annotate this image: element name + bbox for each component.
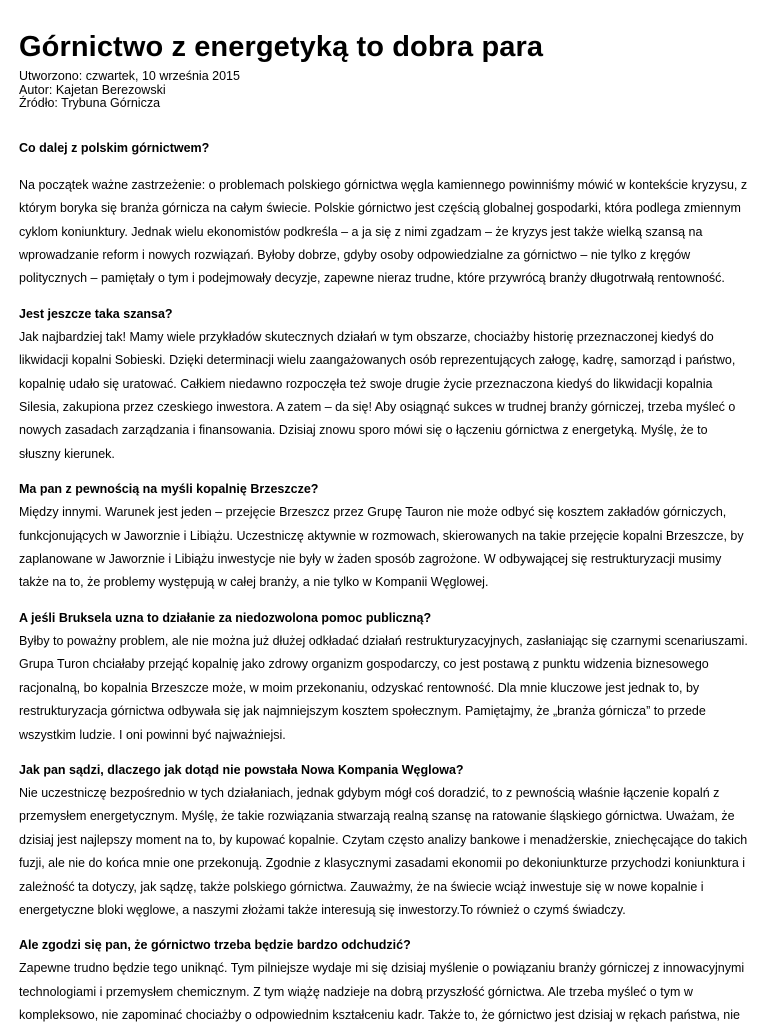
answer-paragraph: Jak najbardziej tak! Mamy wiele przykładów skutecznych działań w tym obszarze, chociażby historię przeznaczonej kiedyś do likwidacji kopalni Sobieski. Dzięki determinacji wielu zaangażowanych osób reprezentujących załogę, kadrę, samorząd i państwo, kopalnię udało się uratować. Całkiem niedawno rozpoczęła też swoje drugie życie przeznaczona kiedyś do likwidacji kopalnia Silesia, zakupiona przez czeskiego inwestora. A zatem – da się! Aby osiągnąć sukces w trudnej branży górniczej, trzeba myśleć o nowych zasadach zarządzania i finansowania. Dzisiaj znowu sporo mówi się o łączeniu górnictwa z energetyką. Myślę, że to słuszny kierunek. [19,329,736,461]
article-body [19,137,750,1028]
answer-paragraph: Na początek ważne zastrzeżenie: o problemach polskiego górnictwa węgla kamiennego powinniśmy mówić w kontekście kryzysu, z którym boryka się branża górnicza na całym świecie. Polskie górnictwo jest częścią globalnej gospodarki, która podlega zmiennym cyklom koniunktury. Jednak wielu ekonomistów podkreśla – a ja się z nimi zgadzam – że kryzys jest także wielką szansą na wprowadzanie reform i nowych rozwiązań. Byłoby dobrze, gdyby osoby odpowiedzialne za górnictwo – nie tylko z kręgów politycznych – pamiętały o tym i podejmowały decyzje, zapewne nieraz trudne, które przywrócą branży długotrwałą rentowność. [19,177,748,286]
qa-section [19,934,750,1027]
question-heading: Jak pan sądzi, dlaczego jak dotąd nie powstała Nowa Kompania Węglowa? [19,762,464,777]
question-heading: Ale zgodzi się pan, że górnictwo trzeba będzie bardzo odchudzić? [19,938,411,953]
answer-paragraph: Między innymi. Warunek jest jeden – przejęcie Brzeszcz przez Grupę Tauron nie może odbyć się kosztem zakładów górniczych, funkcjonujących w Jaworznie i Libiążu. Uczestniczę aktywnie w rozmowach, skierowanych na takie przejęcie kopalni Brzeszcze, by zaplanowane w Jaworznie i Libiążu inwestycje nie były w żaden sposób zagrożone. W odbywającej się restrukturyzacji musimy także na to, że problemy występują w całej branży, a nie tylko w Kompanii Węglowej. [19,505,744,590]
answer-paragraph: Byłby to poważny problem, ale nie można już dłużej odkładać działań restrukturyzacyjnych, zasłaniając się czarnymi scenariuszami. Grupa Turon chciałaby przejąć kopalnię jako zdrowy organizm gospodarczy, co jest postawą z punktu widzenia biznesowego racjonalną, bo kopalnia Brzeszcze może, w moim przekonaniu, odzyskać rentowność. Dla mnie kluczowe jest jednak to, by restrukturyzacja górnictwa odbywała się jak najmniejszym kosztem społecznym. Pamiętajmy, że „branża górnicza” to przede wszystkim ludzie. I oni powinni być najważniejsi. [19,633,748,742]
article-meta [19,70,750,111]
author-line: Autor: Kajetan Berezowski [19,82,166,97]
qa-section [19,137,750,291]
question-heading: Co dalej z polskim górnictwem? [19,140,210,155]
article-title: Górnictwo z energetyką to dobra para [19,31,544,63]
answer-paragraph: Zapewne trudno będzie tego uniknąć. Tym pilniejsze wydaje mi się dzisiaj myślenie o powiązaniu branży górniczej z innowacyjnymi technologiami i przemysłem chemicznym. Z tym wiążę nadzieje na dobrą przyszłość górnictwa. Ale trzeba myśleć o tym w kompleksowo, nie zapominać chociażby o odpowiednim kształceniu kadr. Także to, że górnictwo jest dzisiaj w rękach państwa, nie [19,961,745,1023]
source-line: Źródło: Trybuna Górnicza [19,96,161,111]
question-heading: Ma pan z pewnością na myśli kopalnię Brzeszcze? [19,482,319,497]
qa-section [19,607,750,747]
question-heading: Jest jeszcze taka szansa? [19,306,173,321]
answer-paragraph: Nie uczestniczę bezpośrednio w tych działaniach, jednak gdybym mógł coś doradzić, to z pewnością właśnie łączenie kopalń z przemysłem energetycznym. Myślę, że takie rozwiązania stwarzają realną szansę na ratowanie śląskiego górnictwa. Uważam, że dzisiaj jest najlepszy moment na to, by kupować kopalnie. Czytam często analizy bankowe i menadżerskie, zniechęcające do takich fuzji, ale nie do końca mnie one przekonują. Zgodnie z klasycznymi zasadami ekonomii po dekoniunkturze przychodzi koniunktura i zależność ta dotyczy, jak sądzę, także polskiego górnictwa. Zauważmy, że na świecie wciąż inwestuje się w nowe kopalnie i energetyczne bloki węglowe, a naszymi złożami także interesują się inwestorzy.To również o czymś świadczy. [19,785,748,917]
created-date: Utworzono: czwartek, 10 września 2015 [19,69,240,83]
qa-section [19,759,750,922]
question-heading: A jeśli Bruksela uzna to działanie za niedozwolona pomoc publiczną? [19,610,432,625]
qa-section [19,303,750,466]
qa-section [19,478,750,595]
